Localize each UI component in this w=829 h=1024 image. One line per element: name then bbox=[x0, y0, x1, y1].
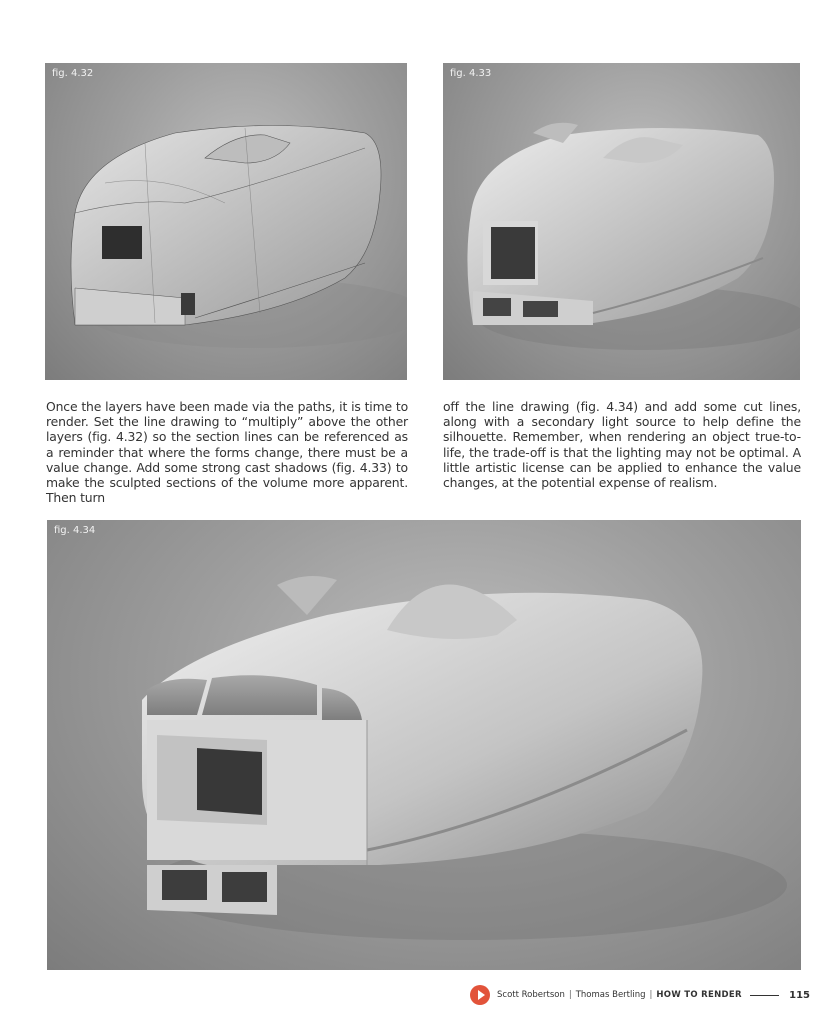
author-name: Thomas Bertling bbox=[575, 990, 646, 1000]
body-text-right: off the line drawing (fig. 4.34) and add some cut lines, along with a secondary light source to help define the silhouette. Remember, when rendering an object true-to-life, the trade-off is that the lighting may not be optimal. A little artistic license can be applied to enhance the value changes, at the potential expense of realism. bbox=[443, 399, 801, 491]
figure-4-33 bbox=[443, 63, 800, 380]
figure-label: fig. 4.34 bbox=[54, 525, 96, 536]
page-footer bbox=[470, 984, 810, 1006]
figure-label: fig. 4.33 bbox=[450, 68, 492, 79]
figure-4-32 bbox=[45, 63, 407, 380]
book-title: HOW TO RENDER bbox=[656, 990, 742, 1000]
render-final bbox=[47, 520, 801, 970]
render-line-drawing bbox=[45, 63, 407, 380]
figure-label: fig. 4.32 bbox=[52, 68, 94, 79]
footer-rule bbox=[750, 995, 779, 996]
play-icon bbox=[470, 985, 490, 1005]
author-name: Scott Robertson bbox=[497, 990, 565, 1000]
render-cast-shadows bbox=[443, 63, 800, 380]
figure-4-34 bbox=[47, 520, 801, 970]
separator: | bbox=[649, 990, 653, 1000]
body-text-left: Once the layers have been made via the paths, it is time to render. Set the line drawing to “multiply” above the other layers (fig. 4.32) so the section lines can be referenced as a reminder that where the forms change, there must be a value change. Add some strong cast shadows (fig. 4.33) to make the sculpted sections of the volume more apparent. Then turn bbox=[46, 399, 408, 506]
page-number: 115 bbox=[789, 989, 810, 1001]
separator: | bbox=[568, 990, 572, 1000]
